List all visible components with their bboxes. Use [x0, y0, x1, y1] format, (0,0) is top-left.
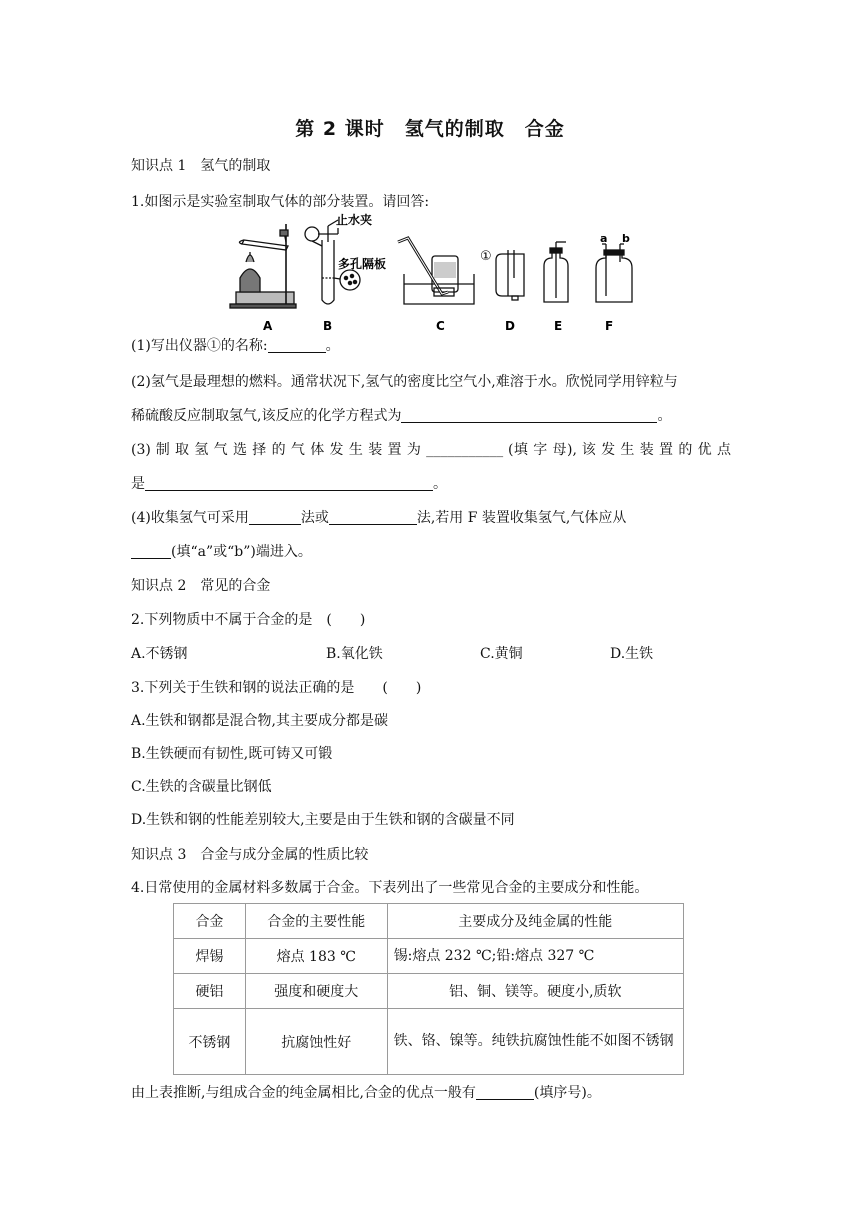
page-title: 第 2 课时 氢气的制取 合金 [295, 118, 565, 140]
part-2-end: 。 [657, 408, 672, 424]
question-3-option-c[interactable]: C.生铁的含碳量比钢低 [131, 779, 272, 795]
question-2-stem: 2.下列物质中不属于合金的是 ( ) [131, 612, 366, 628]
apparatus-a [230, 224, 296, 308]
apparatus-figure [226, 212, 646, 334]
port-a-label: a [600, 232, 608, 245]
question-1-part-1 [131, 336, 340, 356]
answer-blank-equation[interactable] [401, 406, 657, 423]
answer-blank-collect-1[interactable] [249, 508, 301, 525]
part-3-end: 。 [433, 476, 447, 492]
table-row [174, 939, 684, 974]
apparatus-f [596, 244, 632, 302]
table-cell: 铝、铜、镁等。硬度小,质软 [387, 974, 683, 1009]
question-1-part-4-line-1 [131, 508, 626, 528]
part-4-text-b: 法或 [300, 510, 329, 526]
answer-blank-advantage[interactable] [145, 474, 433, 491]
question-1-stem: 1.如图示是实验室制取气体的部分装置。请回答: [131, 194, 430, 210]
section-heading-2: 知识点 2 常见的合金 [131, 578, 271, 594]
table-cell: 焊锡 [174, 939, 246, 974]
section-heading-3: 知识点 3 合金与成分金属的性质比较 [131, 847, 369, 863]
table-cell: 熔点 183 ℃ [245, 939, 387, 974]
question-3-stem: 3.下列关于生铁和钢的说法正确的是 ( ) [131, 680, 422, 696]
table-cell: 铁、铬、镍等。纯铁抗腐蚀性能不如图不锈钢 [387, 1009, 683, 1075]
part-1-end: 。 [325, 338, 340, 354]
label-c: C [436, 319, 445, 333]
question-1-part-4-line-2 [131, 542, 312, 562]
table-cell: 锡:熔点 232 ℃;铅:熔点 327 ℃ [387, 939, 683, 974]
table-cell: 强度和硬度大 [245, 974, 387, 1009]
question-2-option-b[interactable]: B.氧化铁 [326, 646, 383, 662]
part-4-text-a: (4)收集氢气可采用 [131, 510, 249, 526]
table-header: 主要成分及纯金属的性能 [387, 904, 683, 939]
question-1-part-2-line-2 [131, 406, 671, 426]
part-2-text: 稀硫酸反应制取氢气,该反应的化学方程式为 [131, 408, 402, 424]
question-1-part-3-line-1: (3) 制 取 氢 气 选 择 的 气 体 发 生 装 置 为 ___________ (填 字 母), 该 发 生 装 置 的 优 点 [131, 442, 731, 458]
answer-blank-1[interactable] [268, 336, 326, 353]
label-f: F [605, 319, 614, 333]
part-4-text-c: 法,若用 F 装置收集氢气,气体应从 [416, 510, 627, 526]
section-heading-1: 知识点 1 氢气的制取 [131, 158, 271, 174]
conclusion-end: (填序号)。 [533, 1085, 601, 1101]
table-cell: 硬铝 [174, 974, 246, 1009]
question-1-part-3-line-2 [131, 474, 447, 494]
answer-blank-conclusion[interactable] [476, 1083, 534, 1100]
question-4-conclusion [131, 1083, 601, 1103]
table-cell: 不锈钢 [174, 1009, 246, 1075]
label-a: A [263, 319, 273, 333]
table-cell: 抗腐蚀性好 [245, 1009, 387, 1075]
alloy-table [173, 903, 684, 1075]
question-3-option-b[interactable]: B.生铁硬而有韧性,既可铸又可锻 [131, 746, 333, 762]
label-e: E [554, 319, 563, 333]
table-header-row [174, 904, 684, 939]
question-2-option-c[interactable]: C.黄铜 [480, 646, 523, 662]
apparatus-c [398, 238, 474, 304]
table-header: 合金 [174, 904, 246, 939]
question-3-option-a[interactable]: A.生铁和钢都是混合物,其主要成分都是碳 [131, 713, 389, 729]
answer-blank-collect-2[interactable] [329, 508, 417, 525]
part-3-text: 是 [131, 476, 145, 492]
stopcock-label: 止水夹 [336, 213, 373, 227]
port-b-label: b [622, 232, 630, 245]
table-row [174, 974, 684, 1009]
question-2-option-a[interactable]: A.不锈钢 [131, 646, 188, 662]
table-row [174, 1009, 684, 1075]
apparatus-d [496, 250, 524, 300]
part-4-text-d: (填“a”或“b”)端进入。 [171, 544, 312, 560]
conclusion-text: 由上表推断,与组成合金的纯金属相比,合金的优点一般有 [131, 1085, 476, 1101]
question-4-stem: 4.日常使用的金属材料多数属于合金。下表列出了一些常见合金的主要成分和性能。 [131, 880, 649, 896]
label-d: D [505, 319, 515, 333]
table-header: 合金的主要性能 [245, 904, 387, 939]
apparatus-e [544, 242, 568, 302]
question-1-part-2-line-1: (2)氢气是最理想的燃料。通常状况下,氢气的密度比空气小,难溶于水。欣悦同学用锌粒与 [131, 374, 678, 390]
label-b: B [323, 319, 333, 333]
part-1-text: (1)写出仪器①的名称: [131, 338, 268, 354]
answer-blank-port[interactable] [131, 542, 171, 559]
question-2-option-d[interactable]: D.生铁 [610, 646, 654, 662]
question-3-option-d[interactable]: D.生铁和钢的性能差别较大,主要是由于生铁和钢的含碳量不同 [131, 812, 515, 828]
instrument-1-marker: ① [480, 249, 492, 264]
porous-plate-label: 多孔隔板 [338, 257, 387, 271]
